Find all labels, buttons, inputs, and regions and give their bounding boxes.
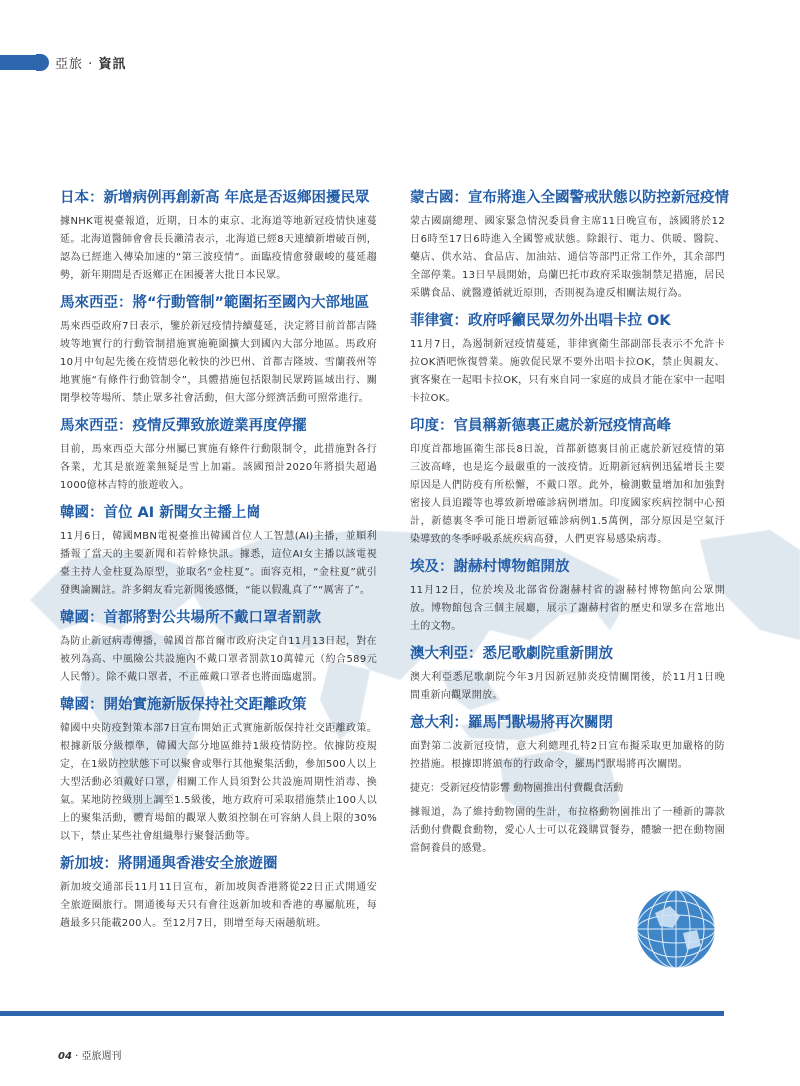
article-headline: 韓國：開始實施新版保持社交距離政策 bbox=[60, 697, 307, 713]
article-body: 馬來西亞政府7日表示，鑒於新冠疫情持續蔓延，決定將目前首都吉隆坡等地實行的行動管制措施實施範圍擴大到國內大部分地區。馬政府10月中旬起先後在疫情惡化較快的沙巴州、首都吉隆坡、雪蘭莪州等地實施“有條件行動管制令”，具體措施包括限制民眾跨區域出行、關閉學校等場所、禁止眾多社會活動，但大部分經濟活動可照常進行。 bbox=[60, 321, 377, 404]
article-headline: 菲律賓：政府呼籲民眾勿外出唱卡拉 OK bbox=[410, 313, 671, 329]
article-headline: 印度：官員稱新德裏正處於新冠疫情高峰 bbox=[410, 418, 671, 434]
article-body: 新加坡交通部長11月11日宣布，新加坡與香港將從22日正式開通安全旅遊圈旅行。開通後每天只有會往返新加坡和香港的專屬航班，每趟最多只能載200人。至12月7日，則增至每天兩趟航班。 bbox=[60, 882, 377, 929]
article-body: 目前，馬來西亞大部分州屬已實施有條件行動限制令，此措施對各行各業，尤其是旅遊業無疑是雪上加霜。該國預計2020年將損失超過1000億林吉特的旅遊收入。 bbox=[60, 444, 377, 491]
article-mongolia bbox=[410, 189, 729, 303]
article-india bbox=[410, 417, 725, 549]
article-headline: 新加坡：將開通與香港安全旅遊圈 bbox=[60, 856, 278, 872]
header-accent-bar bbox=[0, 55, 36, 70]
article-headline: 澳大利亞：悉尼歌劇院重新開放 bbox=[410, 646, 613, 662]
article-body: 面對第二波新冠疫情，意大利總理孔特2日宣布擬采取更加嚴格的防控措施。根據即將頒布的行政命令，羅馬鬥獸場將再次關閉。 bbox=[410, 741, 725, 770]
article-malaysia-mco bbox=[60, 294, 377, 408]
article-headline: 馬來西亞：疫情反彈致旅遊業再度停擺 bbox=[60, 418, 307, 434]
article-body: 蒙古國副總理、國家緊急情況委員會主席11日晚宣布，該國將於12日6時至17日6時進入全國警戒狀態。除銀行、電力、供暖、醫院、藥店、供水站、食品店、加油站、通信等部門正常工作外，其余部門全部停業。13日早晨開始，烏蘭巴托市政府采取強制禁足措施，居民采購食品、就醫遵循就近原則，否則視為違反相關法規行為。 bbox=[410, 216, 725, 299]
article-headline: 蒙古國：宣布將進入全國警戒狀態以防控新冠疫情 bbox=[410, 190, 729, 206]
footer-rule bbox=[0, 1011, 724, 1016]
article-egypt bbox=[410, 558, 725, 636]
globe-icon bbox=[635, 888, 717, 970]
article-body: 11月6日，韓國MBN電視臺推出韓國首位人工智慧(AI)主播，並順利播報了當天的主要新聞和若幹條快訊。據悉，這位AI女主播以該電視臺主持人金柱夏為原型，並取名“金柱夏”。面容克相，“金柱夏”就引發輿論關註。許多網友看完新聞後感慨，“能以假亂真了”“厲害了”。 bbox=[60, 531, 377, 596]
article-body: 11月12日，位於埃及北部省份謝赫村省的謝赫村博物館向公眾開放。博物館包含三個主展廳，展示了謝赫村省的歷史和眾多在當地出土的文物。 bbox=[410, 585, 725, 632]
page-number: 04 bbox=[58, 1051, 72, 1062]
right-column bbox=[410, 189, 729, 867]
article-headline: 埃及：謝赫村博物館開放 bbox=[410, 559, 570, 575]
article-headline: 日本：新增病例再創新高 年底是否返鄉困擾民眾 bbox=[60, 190, 370, 206]
article-korea-mask-fine bbox=[60, 609, 377, 687]
article-body: 韓國中央防疫對策本部7日宣布開始正式實施新版保持社交距離政策。根據新版分級標準，韓國大部分地區維持1級疫情防控。依據防疫規定，在1級防控狀態下可以聚會或舉行其他聚集活動，參加500人以上大型活動必須戴好口罩，相關工作人員須對公共設施周期性消毒、換氣。某地防控級別上調至1.5級後，地方政府可采取措施禁止100人以上的聚集活動，體育場館的觀眾人數須控制在可容納人員上限的30%以下，禁止某些社會組織舉行聚餐活動等。 bbox=[60, 723, 377, 842]
article-singapore bbox=[60, 855, 377, 933]
section-name: 亞旅 bbox=[55, 57, 84, 72]
article-australia bbox=[410, 645, 725, 705]
article-subheading-czech: 捷克：受新冠疫情影響 動物園推出付費觀食活動 bbox=[410, 783, 624, 794]
footer-separator: · bbox=[75, 1051, 79, 1062]
section-separator: · bbox=[88, 57, 94, 72]
article-headline: 韓國：首都將對公共場所不戴口罩者罰款 bbox=[60, 610, 321, 626]
publication-name: 亞旅週刊 bbox=[81, 1051, 122, 1062]
article-italy bbox=[410, 714, 725, 858]
article-headline: 意大利：羅馬鬥獸場將再次關閉 bbox=[410, 715, 613, 731]
header-accent-tab bbox=[36, 54, 49, 71]
article-body: 據NHK電視臺報道，近期，日本的東京、北海道等地新冠疫情快速蔓延。北海道醫師會會長長瀨清表示，北海道已經8天連續新增破百例，認為已經進入傳染加速的“第三波疫情”。面臨疫情愈發嚴峻的蔓延趨勢，新年期間是否返鄉正在困擾著大批日本民眾。 bbox=[60, 216, 377, 281]
section-header bbox=[55, 53, 126, 72]
article-japan bbox=[60, 189, 377, 285]
page-footer bbox=[58, 1047, 121, 1062]
article-body: 印度首都地區衛生部長8日說，首都新德裏目前正處於新冠疫情的第三波高峰，也是迄今最嚴重的一波疫情。近期新冠病例迅猛增長主要原因是人們防疫有所松懈，不戴口罩。此外，檢測數量增加和加強對密接人員追蹤等也導致新增確診病例增加。印度國家疾病控制中心預計，新德裏冬季可能日增新冠確診病例1.5萬例，部分原因是空氣汙染導致的冬季呼吸系統疾病高發，人們更容易感染病毒。 bbox=[410, 444, 725, 545]
article-philippines bbox=[410, 312, 725, 408]
article-korea-ai-anchor bbox=[60, 504, 377, 600]
article-malaysia-tourism bbox=[60, 417, 377, 495]
article-body: 為防止新冠病毒傳播，韓國首都首爾市政府決定自11月13日起，對在被列為高、中風險公共設施內不戴口罩者罰款10萬韓元（約合589元人民幣）。除不戴口罩者，不正確戴口罩者也將面臨處罰。 bbox=[60, 636, 377, 683]
left-column bbox=[60, 189, 377, 942]
section-subname: 資訊 bbox=[98, 57, 127, 72]
article-korea-distancing bbox=[60, 696, 377, 846]
article-body-czech: 據報道，為了維持動物園的生計，布拉格動物園推出了一種新的籌款活動付費觀食動物，愛心人士可以花錢購買餐券，體驗一把在動物園當飼養員的感覺。 bbox=[410, 807, 725, 854]
article-headline: 馬來西亞：將“行動管制”範圍拓至國內大部地區 bbox=[60, 295, 370, 311]
article-body: 11月7日，為遏制新冠疫情蔓延，菲律賓衛生部副部長表示不允許卡拉OK酒吧恢復營業。施敦促民眾不要外出唱卡拉OK，禁止與親友、賓客聚在一起唱卡拉OK，只有來自同一家庭的成員才能在家中一起唱卡拉OK。 bbox=[410, 339, 725, 404]
article-body: 澳大利亞悉尼歌劇院今年3月因新冠肺炎疫情關閉後，於11月1日晚間重新向觀眾開放。 bbox=[410, 672, 725, 701]
article-headline: 韓國：首位 AI 新聞女主播上崗 bbox=[60, 505, 261, 521]
